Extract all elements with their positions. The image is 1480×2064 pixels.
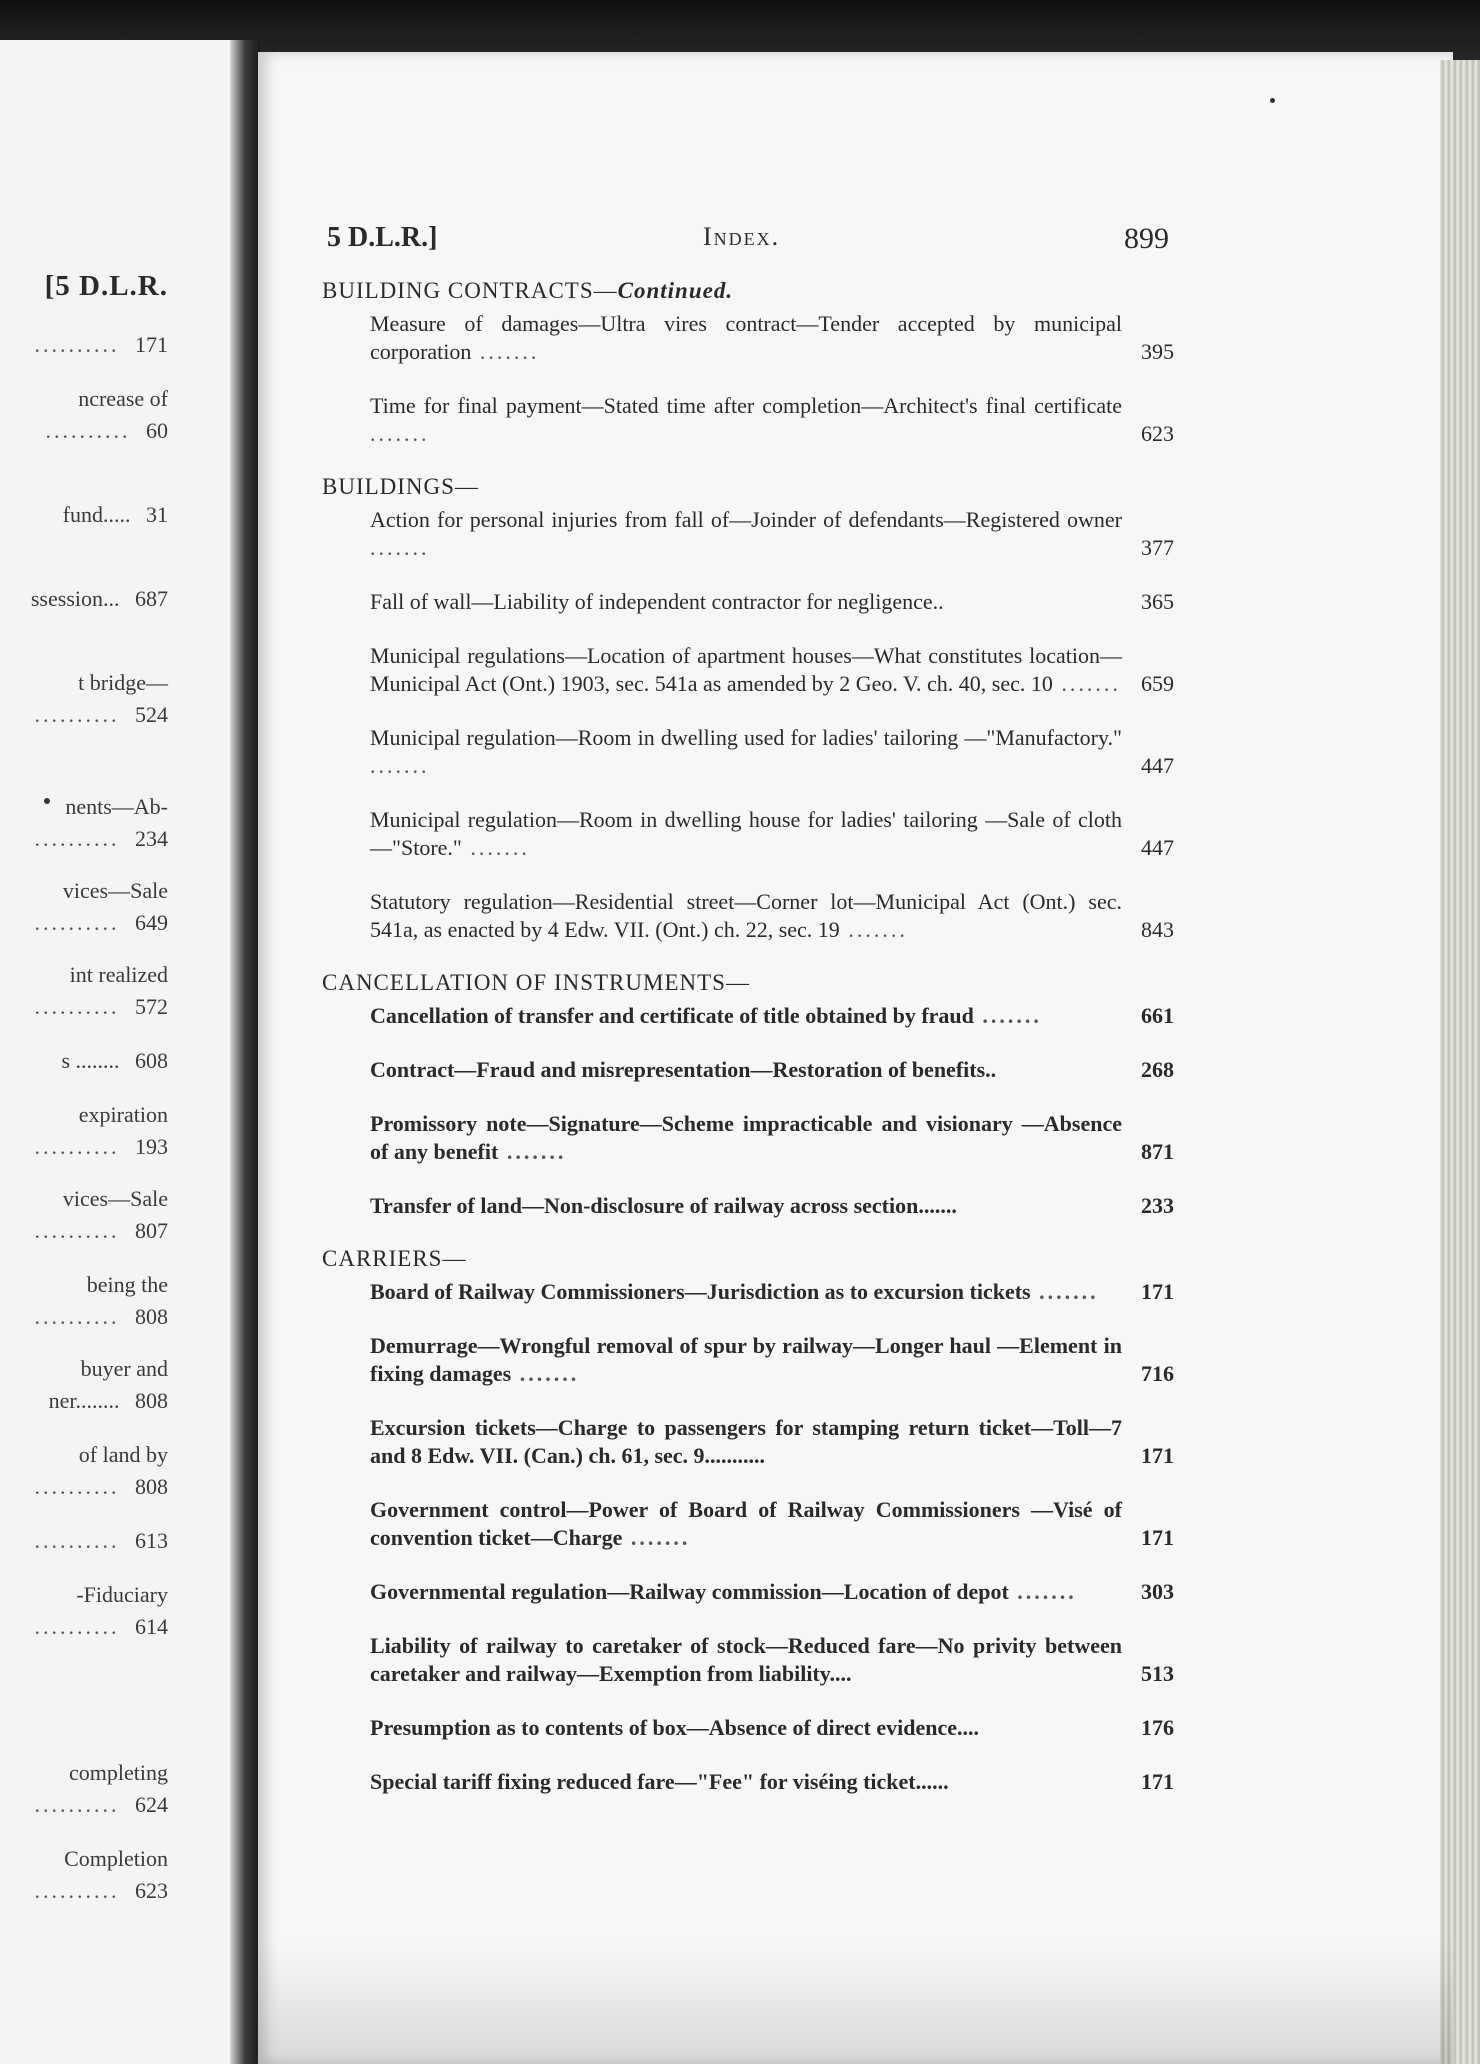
left-page-fragment	[0, 1218, 168, 1244]
fragment-page: 808	[129, 1388, 168, 1413]
entry-text: Fall of wall—Liability of independent contractor for negligence..	[370, 589, 944, 614]
fragment-page: 608	[129, 1048, 168, 1073]
page-shadow	[258, 1940, 1453, 2064]
section-heading-text: CANCELLATION OF INSTRUMENTS—	[322, 970, 750, 995]
fragment-page: 808	[129, 1304, 168, 1329]
left-page-fragment	[0, 1474, 168, 1500]
left-page-fragment	[0, 1304, 168, 1330]
entry-text: Governmental regulation—Railway commission—Location of depot	[370, 1579, 1009, 1604]
index-section	[322, 1246, 1174, 1796]
dot-leader: ..........	[34, 1792, 120, 1817]
left-page-fragment	[0, 1388, 168, 1414]
entry-text: Municipal regulations—Location of apartment houses—What constitutes location—Municipal Act (Ont.) 1903, sec. 541a as amended by 2 Geo. V. ch. 40, sec. 10	[370, 643, 1122, 696]
fragment-page: 171	[129, 332, 168, 357]
index-entry	[370, 1714, 1174, 1742]
entry-page: 395	[1141, 339, 1174, 364]
print-speck	[1270, 98, 1275, 103]
fragment-text: ncrease of	[78, 386, 168, 411]
entry-text: Government control—Power of Board of Railway Commissioners —Visé of convention ticket—Charge	[370, 1497, 1122, 1550]
left-page-fragment	[0, 502, 168, 528]
entry-page: 176	[1141, 1715, 1174, 1740]
index-section	[322, 474, 1174, 944]
left-page-fragment	[0, 1528, 168, 1554]
left-page-fragment	[0, 386, 168, 412]
fragment-page: 649	[129, 910, 168, 935]
entry-page: 171	[1141, 1769, 1174, 1794]
left-page-fragment	[0, 910, 168, 936]
dot-leader: .......	[511, 1361, 580, 1386]
dot-leader: ..........	[34, 1304, 120, 1329]
index-entry	[370, 1768, 1174, 1796]
index-entry	[370, 806, 1174, 862]
entry-page: 659	[1141, 671, 1174, 696]
dot-leader: .......	[1030, 1279, 1099, 1304]
left-page-fragment	[0, 1134, 168, 1160]
entry-page: 623	[1141, 421, 1174, 446]
index-entry	[370, 1192, 1174, 1220]
left-page-fragment	[0, 1356, 168, 1382]
left-page-fragment	[0, 1582, 168, 1608]
dot-leader: ..........	[34, 826, 120, 851]
left-page-fragment	[0, 1792, 168, 1818]
entry-text: Demurrage—Wrongful removal of spur by railway—Longer haul —Element in fixing damages	[370, 1333, 1122, 1386]
dot-leader: ..........	[45, 418, 131, 443]
index-entry	[370, 1278, 1174, 1306]
left-page-header: [5 D.L.R.	[44, 270, 168, 302]
book-gutter	[230, 40, 260, 2064]
left-page-fragment	[0, 332, 168, 358]
entry-text: Promissory note—Signature—Scheme impracticable and visionary —Absence of any benefit	[370, 1111, 1122, 1164]
index-entry	[370, 506, 1174, 562]
running-head-title: Index.	[703, 222, 781, 251]
fragment-text: of land by	[78, 1442, 168, 1467]
index-entry	[370, 1332, 1174, 1388]
entry-text: Contract—Fraud and misrepresentation—Restoration of benefits..	[370, 1057, 997, 1082]
entry-page: 365	[1141, 589, 1174, 614]
entry-page: 843	[1141, 917, 1174, 942]
left-page-fragment	[0, 994, 168, 1020]
entry-page: 171	[1141, 1279, 1174, 1304]
dot-leader: .......	[461, 835, 530, 860]
dot-leader: ..........	[34, 1614, 120, 1639]
section-heading-text: BUILDING CONTRACTS—	[322, 278, 618, 303]
entry-page: 377	[1141, 535, 1174, 560]
dot-leader: .......	[370, 753, 430, 778]
entry-text: Excursion tickets—Charge to passengers for stamping return ticket—Toll—7 and 8 Edw. VII. (Can.) ch. 61, sec. 9...........	[370, 1415, 1122, 1468]
left-page-fragment	[0, 1760, 168, 1786]
page-edges	[1440, 60, 1480, 2064]
index-entry	[370, 1414, 1174, 1470]
running-head-volume: 5 D.L.R.]	[327, 222, 438, 253]
dot-leader: ..........	[34, 1878, 120, 1903]
dot-leader: ..........	[34, 702, 120, 727]
index-section	[322, 278, 1174, 448]
entry-text: Presumption as to contents of box—Absence of direct evidence....	[370, 1715, 980, 1740]
index-entry	[370, 1056, 1174, 1084]
index-entry	[370, 392, 1174, 448]
entry-text: Special tariff fixing reduced fare—"Fee" for viséing ticket......	[370, 1769, 949, 1794]
left-page-fragment	[0, 826, 168, 852]
dot-leader: ..........	[34, 1528, 120, 1553]
entry-page: 447	[1141, 835, 1174, 860]
index-entry	[370, 888, 1174, 944]
entry-text: Board of Railway Commissioners—Jurisdiction as to excursion tickets	[370, 1279, 1031, 1304]
left-page-fragment	[0, 418, 168, 444]
entry-page: 171	[1141, 1525, 1174, 1550]
left-page-fragment	[0, 702, 168, 728]
entry-page: 268	[1141, 1057, 1174, 1082]
fragment-page: 807	[129, 1218, 168, 1243]
fragment-text: s ........	[61, 1048, 120, 1073]
index-entry	[370, 1578, 1174, 1606]
section-heading-text: BUILDINGS—	[322, 474, 479, 499]
entry-page: 871	[1141, 1139, 1174, 1164]
left-page	[0, 40, 240, 2064]
left-page-fragment	[0, 794, 168, 820]
left-page-fragment	[0, 670, 168, 696]
index-content	[322, 278, 1174, 1822]
left-page-fragment	[0, 1878, 168, 1904]
dot-leader: ..........	[34, 910, 120, 935]
fragment-page: 613	[129, 1528, 168, 1553]
left-page-fragment	[0, 1442, 168, 1468]
dot-leader: ..........	[34, 994, 120, 1019]
index-entry	[370, 310, 1174, 366]
section-heading	[322, 970, 1174, 996]
fragment-text: ner........	[48, 1388, 120, 1413]
left-page-fragment	[0, 1846, 168, 1872]
fragment-page: 524	[129, 702, 168, 727]
entry-text: Action for personal injuries from fall of—Joinder of defendants—Registered owner	[370, 507, 1122, 532]
left-page-fragment	[0, 1048, 168, 1074]
page-number: 899	[1124, 222, 1169, 255]
section-heading-text: CARRIERS—	[322, 1246, 467, 1271]
index-entry	[370, 588, 1174, 616]
fragment-text: expiration	[78, 1102, 168, 1127]
fragment-page: 234	[129, 826, 168, 851]
fragment-text: -Fiduciary	[76, 1582, 168, 1607]
entry-text: Cancellation of transfer and certificate of title obtained by fraud	[370, 1003, 974, 1028]
index-entry	[370, 1002, 1174, 1030]
left-page-fragment	[0, 1272, 168, 1298]
fragment-page: 572	[129, 994, 168, 1019]
section-heading-suffix: Continued.	[617, 278, 734, 303]
dot-leader: .......	[370, 421, 430, 446]
entry-text: Municipal regulation—Room in dwelling used for ladies' tailoring —"Manufactory."	[370, 725, 1122, 750]
fragment-page: 614	[129, 1614, 168, 1639]
dot-leader: ..........	[34, 332, 120, 357]
left-page-fragment	[0, 1102, 168, 1128]
left-page-fragment	[0, 962, 168, 988]
index-section	[322, 970, 1174, 1220]
fragment-text: vices—Sale	[62, 1186, 168, 1211]
entry-text: Statutory regulation—Residential street—Corner lot—Municipal Act (Ont.) sec. 541a, as enacted by 4 Edw. VII. (Ont.) ch. 22, sec. 19	[370, 889, 1122, 942]
index-entry	[370, 1110, 1174, 1166]
fragment-text: Completion	[64, 1846, 168, 1871]
index-entry	[370, 724, 1174, 780]
left-page-fragment	[0, 1186, 168, 1212]
fragment-text: being the	[86, 1272, 168, 1297]
dot-leader: ..........	[34, 1474, 120, 1499]
left-page-fragment	[0, 1614, 168, 1640]
fragment-page: 193	[129, 1134, 168, 1159]
fragment-text: vices—Sale	[62, 878, 168, 903]
index-entry	[370, 642, 1174, 698]
fragment-page: 31	[140, 502, 168, 527]
fragment-text: ssession...	[30, 586, 120, 611]
entry-text: Transfer of land—Non-disclosure of railway across section.......	[370, 1193, 957, 1218]
entry-page: 447	[1141, 753, 1174, 778]
dot-leader: .......	[622, 1525, 691, 1550]
dot-leader: .......	[370, 535, 430, 560]
fragment-text: fund.....	[62, 502, 131, 527]
dot-leader: .......	[1008, 1579, 1077, 1604]
section-heading	[322, 474, 1174, 500]
section-heading	[322, 1246, 1174, 1272]
fragment-page: 808	[129, 1474, 168, 1499]
entry-text: Time for final payment—Stated time after completion—Architect's final certificate	[370, 393, 1122, 418]
left-page-fragment	[0, 586, 168, 612]
dot-leader: .......	[973, 1003, 1042, 1028]
entry-page: 233	[1141, 1193, 1174, 1218]
entry-page: 513	[1141, 1661, 1174, 1686]
dot-leader: .......	[498, 1139, 567, 1164]
fragment-text: t bridge—	[78, 670, 168, 695]
entry-text: Municipal regulation—Room in dwelling house for ladies' tailoring —Sale of cloth—"Store."	[370, 807, 1122, 860]
fragment-page: 624	[129, 1792, 168, 1817]
dot-leader: ..........	[34, 1134, 120, 1159]
entry-page: 303	[1141, 1579, 1174, 1604]
dot-leader: .......	[1052, 671, 1121, 696]
fragment-text: completing	[69, 1760, 168, 1785]
index-entry	[370, 1632, 1174, 1688]
dot-leader: .......	[839, 917, 908, 942]
section-heading	[322, 278, 1174, 304]
fragment-text: int realized	[69, 962, 168, 987]
entry-text: Measure of damages—Ultra vires contract—Tender accepted by municipal corporation	[370, 311, 1122, 364]
fragment-page: 60	[140, 418, 168, 443]
entry-page: 716	[1141, 1361, 1174, 1386]
entry-page: 171	[1141, 1443, 1174, 1468]
entry-page: 661	[1141, 1003, 1174, 1028]
entry-text: Liability of railway to caretaker of stock—Reduced fare—No privity between caretaker and railway—Exemption from liability....	[370, 1633, 1122, 1686]
dot-leader: ..........	[34, 1218, 120, 1243]
fragment-text: nents—Ab-	[65, 794, 168, 819]
index-entry	[370, 1496, 1174, 1552]
fragment-text: buyer and	[80, 1356, 168, 1381]
dot-leader: .......	[471, 339, 540, 364]
left-page-fragment	[0, 878, 168, 904]
fragment-page: 687	[129, 586, 168, 611]
fragment-page: 623	[129, 1878, 168, 1903]
